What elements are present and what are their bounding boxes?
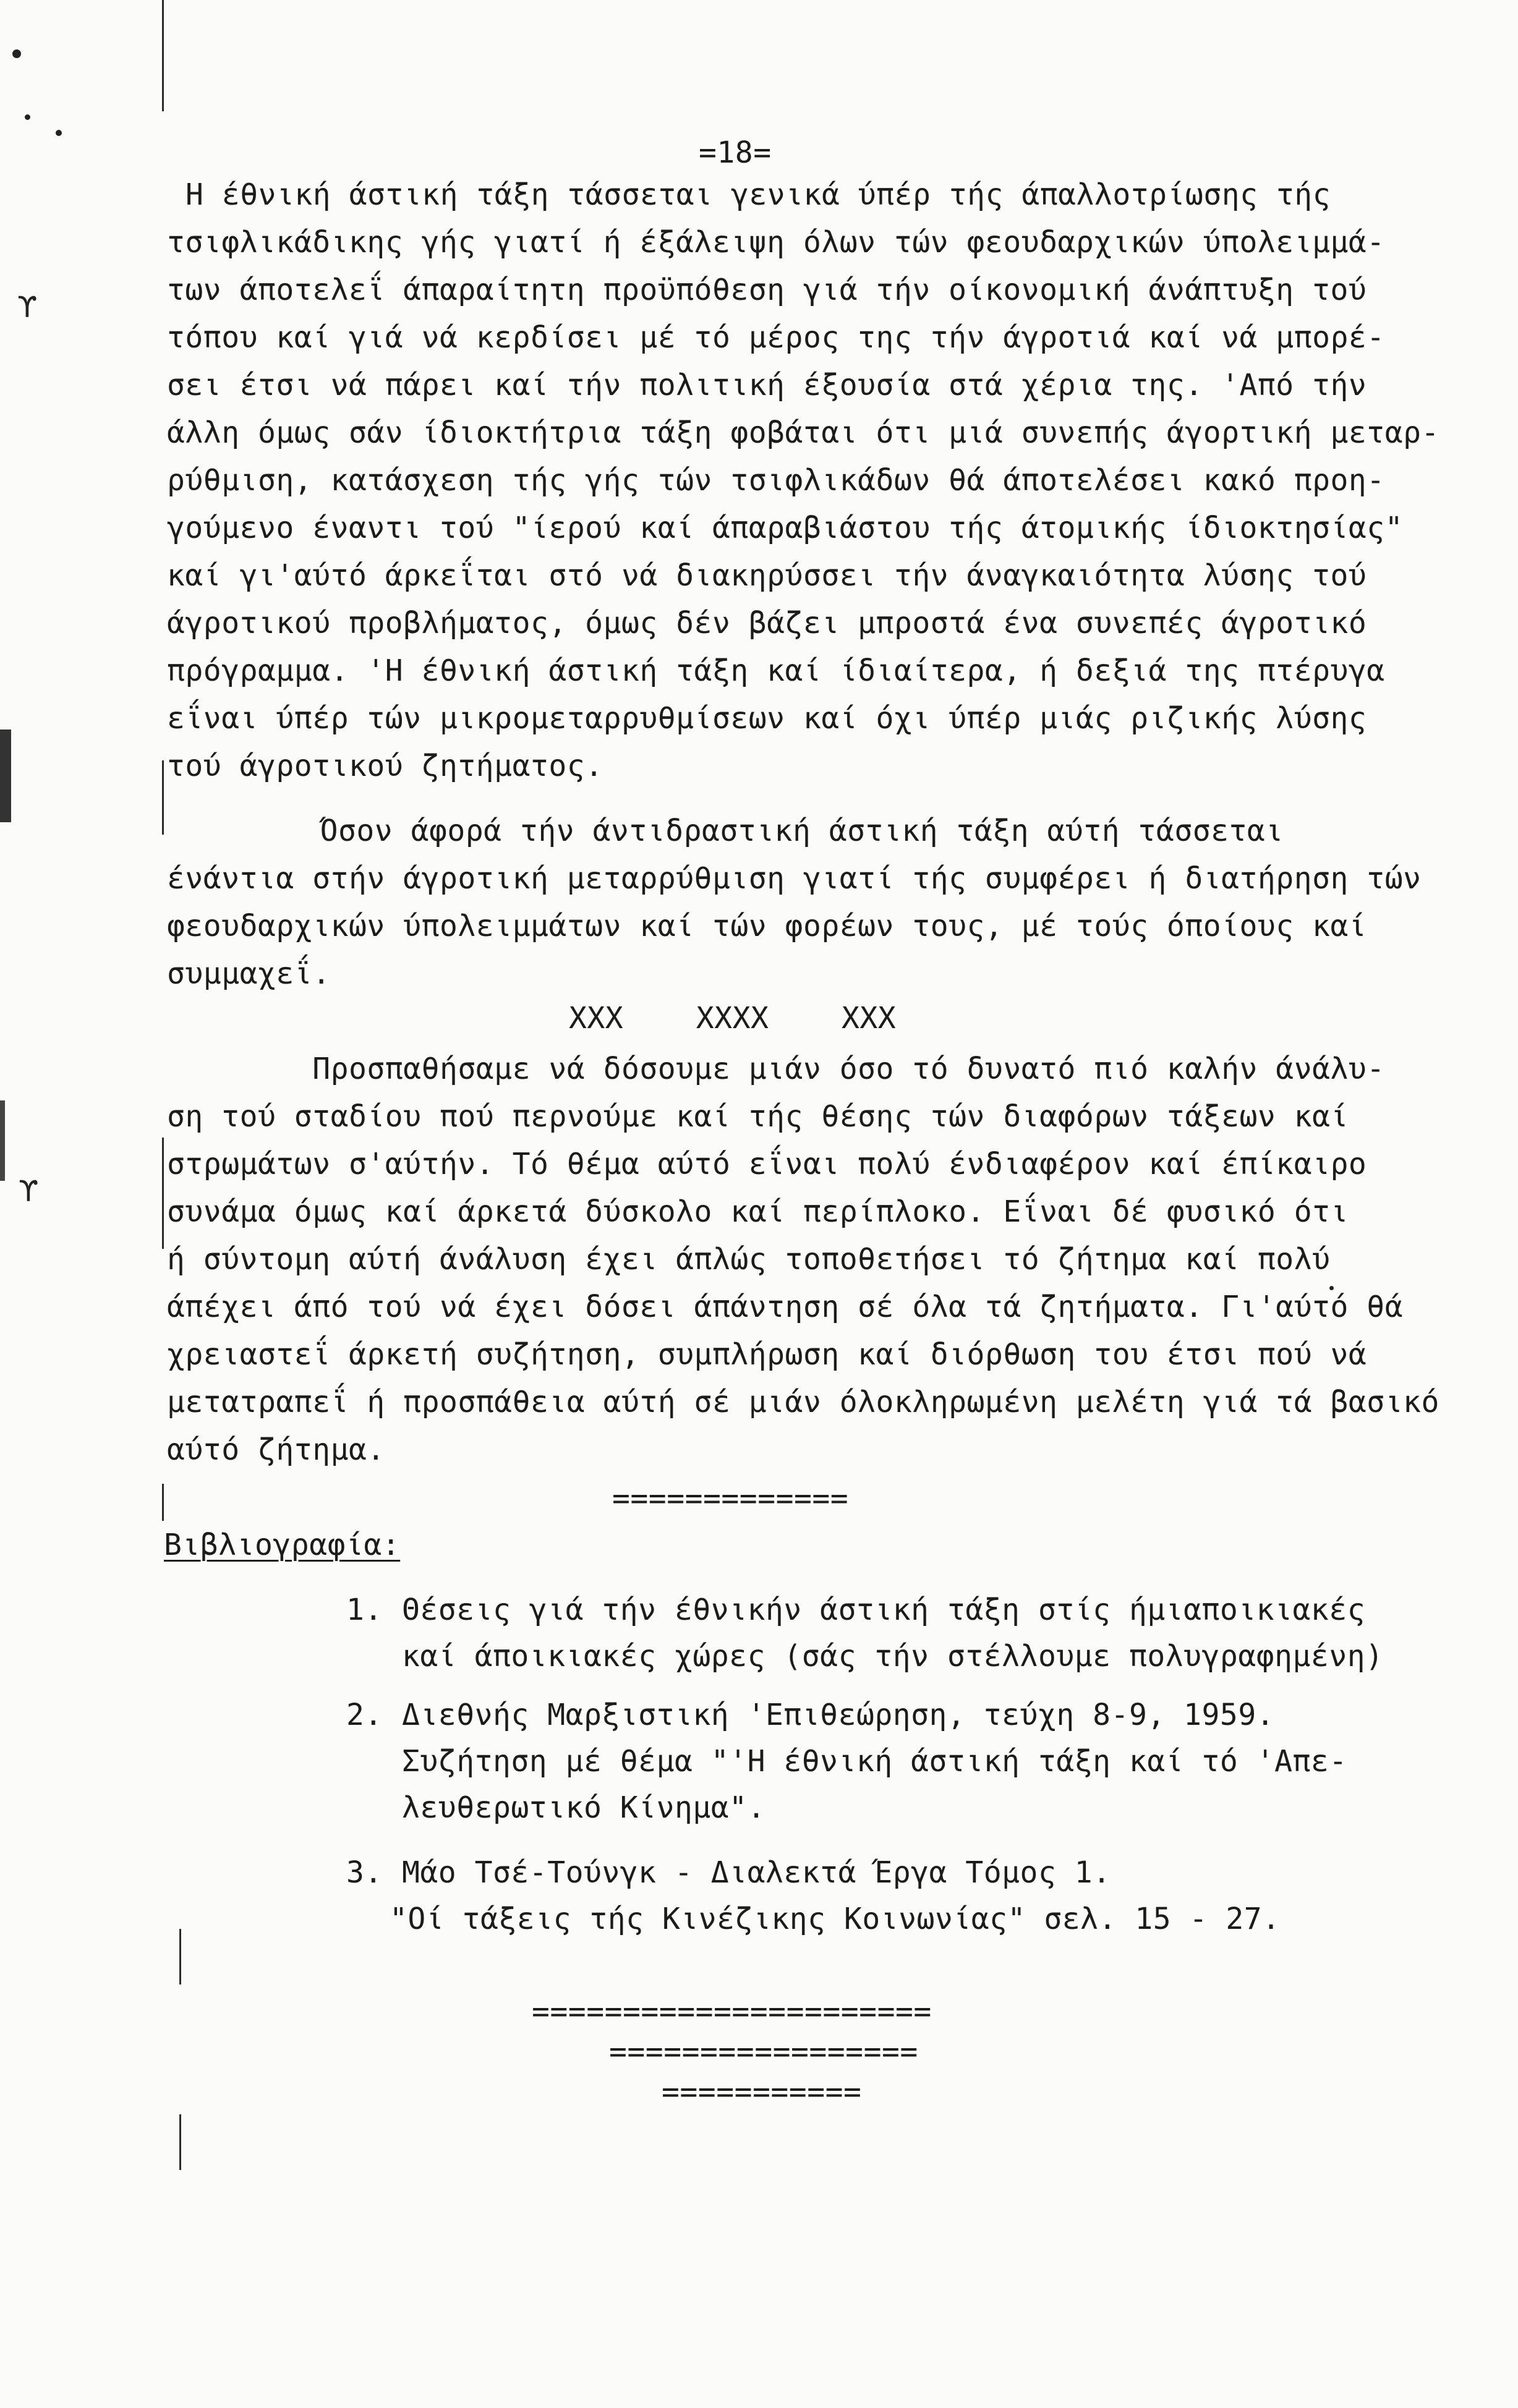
footer-rule: ================= — [609, 2035, 918, 2069]
scan-mark: ϒ — [19, 1175, 39, 1208]
scan-margin-line — [162, 1138, 164, 1249]
section-separator: XXX XXXX XXX — [569, 1001, 897, 1036]
bibliography-item-number: 1. — [346, 1593, 383, 1627]
text-line: αύτό ζήτημα. — [167, 1432, 385, 1467]
text-line: Όσον άφορά τήν άντιδραστική άστική τάξη αύτή τάσσεται — [247, 814, 1284, 848]
text-line: τόπου καί γιά νά κερδίσει μέ τό μέρος της τήν άγροτιά καί νά μπορέ- — [167, 320, 1385, 355]
bibliography-item-line: Θέσεις γιά τήν έθνικήν άστική τάξη στίς ήμιαποικιακές — [402, 1593, 1366, 1627]
footer-rule: ====================== — [532, 1994, 932, 2029]
text-line: μετατραπεΐ ή προσπάθεια αύτή σέ μιάν όλοκληρωμένη μελέτη γιά τά βασικό — [167, 1385, 1439, 1419]
text-line: συνάμα όμως καί άρκετά δύσκολο καί περίπλοκο. Εΐναι δέ φυσικό ότι — [167, 1194, 1349, 1229]
scan-margin-line — [179, 2114, 181, 2170]
bibliography-heading: Βιβλιογραφία: — [164, 1528, 401, 1562]
text-line: ρύθμιση, κατάσχεση τής γής τών τσιφλικάδων θά άποτελέσει κακό προη- — [167, 463, 1385, 498]
scan-mark: ϒ — [17, 291, 38, 324]
bibliography-item-line: Μάο Τσέ-Τούνγκ - Διαλεκτά Έργα Τόμος 1. — [402, 1855, 1111, 1890]
scan-margin-line — [162, 0, 164, 111]
scan-speck — [25, 114, 30, 120]
text-line: άπέχει άπό τού νά έχει δόσει άπάντηση σέ όλα τά ζητήματα. Γι'αύτό θά — [167, 1290, 1404, 1324]
scan-speck — [12, 49, 21, 58]
text-line: ένάντια στήν άγροτική μεταρρύθμιση γιατί τής συμφέρει ή διατήρηση τών — [167, 861, 1422, 896]
text-line: γούμενο έναντι τού "ίερού καί άπαραβιάστου τής άτομικής ίδιοκτησίας" — [167, 511, 1404, 545]
bibliography-item-line: "Οί τάξεις τής Κινέζικης Κοινωνίας" σελ. 15 - 27. — [390, 1902, 1281, 1936]
text-line: στρωμάτων σ'αύτήν. Τό θέμα αύτό εΐναι πολύ ένδιαφέρον καί έπίκαιρο — [167, 1147, 1367, 1181]
bibliography-item-number: 2. — [346, 1698, 383, 1732]
bibliography-item-line: καί άποικιακές χώρες (σάς τήν στέλλουμε πολυγραφημένη) — [402, 1639, 1384, 1674]
text-line: των άποτελεΐ άπαραίτητη προϋπόθεση γιά τήν οίκονομική άνάπτυξη τού — [167, 273, 1367, 307]
text-line: άγροτικού προβλήματος, όμως δέν βάζει μπροστά ένα συνεπές άγροτικό — [167, 606, 1367, 640]
text-line: τσιφλικάδικης γής γιατί ή έξάλειψη όλων τών φεουδαρχικών ύπολειμμά- — [167, 225, 1385, 260]
scan-speck — [56, 130, 62, 136]
text-line: χρειαστεΐ άρκετή συζήτηση, συμπλήρωση καί διόρθωση του έτσι πού νά — [167, 1337, 1367, 1372]
text-line: συμμαχεΐ. — [167, 956, 331, 991]
text-line: ση τού σταδίου πού περνούμε καί τής θέσης τών διαφόρων τάξεων καί — [167, 1099, 1349, 1134]
scan-margin-line — [179, 1929, 181, 1985]
binding-edge-mark — [0, 1100, 5, 1181]
text-line: Η έθνική άστική τάξη τάσσεται γενικά ύπέρ τής άπαλλοτρίωσης τής — [185, 177, 1331, 212]
text-line: εΐναι ύπέρ τών μικρομεταρρυθμίσεων καί όχι ύπέρ μιάς ριζικής λύσης — [167, 701, 1367, 736]
text-line: Προσπαθήσαμε νά δόσουμε μιάν όσο τό δυνατό πιό καλήν άνάλυ- — [167, 1052, 1385, 1086]
footer-rule: =========== — [662, 2075, 862, 2109]
scan-margin-line — [162, 760, 164, 835]
text-line: άλλη όμως σάν ίδιοκτήτρια τάξη φοβάται ότι μιά συνεπής άγορτική μεταρ- — [167, 415, 1439, 450]
page-number: =18= — [699, 135, 772, 170]
separator-rule: ============= — [612, 1481, 849, 1516]
bibliography-item-number: 3. — [346, 1855, 383, 1890]
text-line: σει έτσι νά πάρει καί τήν πολιτική έξουσία στά χέρια της. 'Από τήν — [167, 368, 1367, 402]
text-line: καί γι'αύτό άρκεΐται στό νά διακηρύσσει τήν άναγκαιότητα λύσης τού — [167, 558, 1367, 593]
text-line: ή σύντομη αύτή άνάλυση έχει άπλώς τοποθετήσει τό ζήτημα καί πολύ — [167, 1242, 1331, 1277]
text-line: πρόγραμμα. 'Η έθνική άστική τάξη καί ίδιαίτερα, ή δεξιά της πτέρυγα — [167, 653, 1385, 688]
binding-edge-mark — [0, 730, 11, 822]
text-line: φεουδαρχικών ύπολειμμάτων καί τών φορέων τους, μέ τούς όποίους καί — [167, 909, 1367, 943]
bibliography-item-line: Διεθνής Μαρξιστική 'Επιθεώρηση, τεύχη 8-9, 1959. — [402, 1698, 1275, 1732]
bibliography-item-line: λευθερωτικό Κίνημα". — [402, 1790, 765, 1825]
scan-margin-line — [162, 1484, 164, 1521]
bibliography-item-line: Συζήτηση μέ θέμα "'Η έθνική άστική τάξη καί τό 'Απε- — [402, 1744, 1347, 1779]
text-line: τού άγροτικού ζητήματος. — [167, 749, 603, 783]
